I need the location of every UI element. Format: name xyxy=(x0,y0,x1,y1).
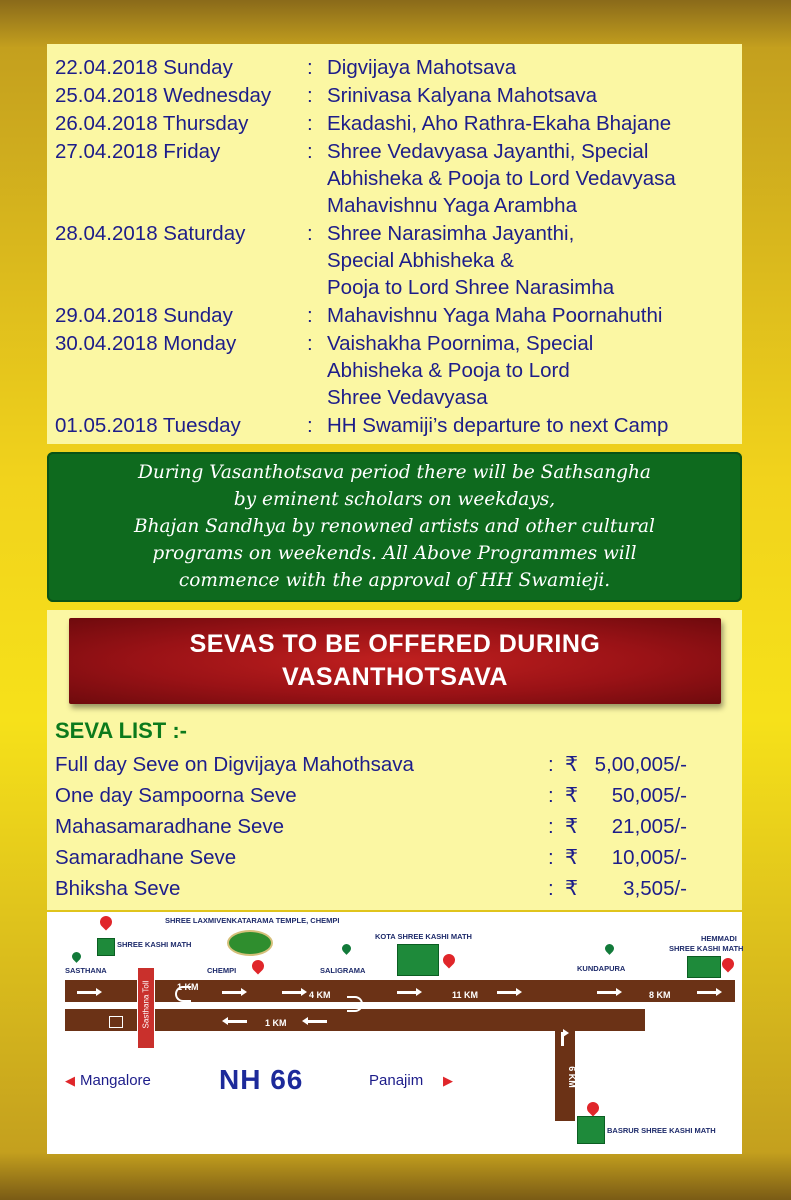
schedule-row xyxy=(55,330,734,411)
schedule-event-line: Srinivasa Kalyana Mahotsava xyxy=(327,84,598,107)
seva-separator: : xyxy=(548,784,554,807)
banner-title-line-2: VASANTHOTSAVA xyxy=(282,663,508,691)
schedule-event-line: Shree Vedavyasa Jayanthi, Special xyxy=(327,140,649,163)
kota-math-building-icon xyxy=(397,944,439,976)
distance-label: 8 KM xyxy=(649,990,671,1000)
schedule-date: 01.05.2018 Tuesday xyxy=(55,414,241,437)
schedule-event-line: Digvijaya Mahotsava xyxy=(327,56,517,79)
rupee-icon: ₹ xyxy=(565,753,579,776)
schedule-date: 28.04.2018 Saturday xyxy=(55,222,246,245)
kashi-math-label: SHREE KASHI MATH xyxy=(117,940,192,949)
schedule-event xyxy=(327,138,734,219)
distance-label: 4 KM xyxy=(309,990,331,1000)
schedule-separator: : xyxy=(307,56,313,79)
notice-box xyxy=(47,452,742,602)
schedule-separator: : xyxy=(307,332,313,355)
highway-label: NH 66 xyxy=(219,1064,304,1095)
schedule-date: 30.04.2018 Monday xyxy=(55,332,237,355)
kashi-math-building-icon xyxy=(97,938,115,956)
temple-icon xyxy=(227,930,273,956)
distance-label: 1 KM xyxy=(265,1018,287,1028)
notice-line: programs on weekends. All Above Programmes will xyxy=(152,543,637,564)
schedule-row xyxy=(55,412,734,439)
seva-row xyxy=(55,750,742,780)
arrow-left xyxy=(227,1020,247,1023)
seva-name: Full day Seve on Digvijaya Mahothsava xyxy=(55,753,414,776)
location-pin-icon xyxy=(70,950,83,963)
schedule-row xyxy=(55,82,734,109)
schedule-event xyxy=(327,54,734,81)
basrur-road xyxy=(555,1009,575,1121)
schedule-date: 29.04.2018 Sunday xyxy=(55,304,233,327)
schedule-row xyxy=(55,138,734,219)
arrow-right xyxy=(77,991,97,994)
route-map xyxy=(47,912,742,1154)
seva-amount: 3,505/- xyxy=(623,877,687,900)
notice-line: by eminent scholars on weekdays, xyxy=(233,489,556,510)
notice-line: Bhajan Sandhya by renowned artists and other cultural xyxy=(134,516,655,537)
schedule-separator: : xyxy=(307,414,313,437)
arrow-left xyxy=(307,1020,327,1023)
schedule-event xyxy=(327,330,734,411)
banner-title-line-1: SEVAS TO BE OFFERED DURING xyxy=(189,630,601,658)
schedule-separator: : xyxy=(307,112,313,135)
seva-row xyxy=(55,874,742,904)
arrow-right xyxy=(222,991,242,994)
schedule-event-line: Special Abhisheka & xyxy=(327,249,514,272)
seva-banner xyxy=(69,618,721,704)
schedule-event-line: HH Swamiji’s departure to next Camp xyxy=(327,414,669,437)
arrow-left-icon: ◀ xyxy=(65,1073,75,1088)
schedule-event xyxy=(327,302,734,329)
seva-amount: 50,005/- xyxy=(611,784,687,807)
seva-name: Samaradhane Seve xyxy=(55,846,237,869)
saligrama-label: SALIGRAMA xyxy=(320,966,366,975)
schedule-event-line: Shree Narasimha Jayanthi, xyxy=(327,222,575,245)
kota-label: KOTA SHREE KASHI MATH xyxy=(375,932,472,941)
schedule-separator: : xyxy=(307,140,313,163)
schedule-event-line: Ekadashi, Aho Rathra-Ekaha Bhajane xyxy=(327,112,672,135)
seva-separator: : xyxy=(548,753,554,776)
schedule-event-line: Pooja to Lord Shree Narasimha xyxy=(327,276,615,299)
basrur-math-building-icon xyxy=(577,1116,605,1144)
arrow-right-icon: ▶ xyxy=(443,1073,453,1088)
location-pin-icon xyxy=(585,1100,602,1117)
seva-separator: : xyxy=(548,877,554,900)
schedule-event xyxy=(327,220,734,301)
sasthana-label: SASTHANA xyxy=(65,966,107,975)
distance-label: 6 KM xyxy=(566,1066,577,1088)
seva-panel xyxy=(47,610,742,910)
location-pin-icon xyxy=(340,942,353,955)
seva-separator: : xyxy=(548,815,554,838)
toll-label: Sasthana Toll xyxy=(141,980,151,1029)
arrow-right xyxy=(282,991,302,994)
distance-label: 1 KM xyxy=(177,982,199,992)
rupee-icon: ₹ xyxy=(565,784,579,807)
hemmadi-kashi-math-label: SHREE KASHI MATH xyxy=(669,944,744,953)
notice-line: During Vasanthotsava period there will be Sathsangha xyxy=(138,462,651,483)
schedule-date: 27.04.2018 Friday xyxy=(55,140,221,163)
hemmadi-label: HEMMADI xyxy=(701,934,737,943)
schedule-event-line: Vaishakha Poornima, Special xyxy=(327,332,594,355)
distance-label: 11 KM xyxy=(452,990,479,1000)
arrow-right xyxy=(497,991,517,994)
schedule-panel xyxy=(47,44,742,444)
schedule-event xyxy=(327,110,734,137)
hemmadi-math-building-icon xyxy=(687,956,721,978)
u-turn-icon xyxy=(347,996,363,1012)
schedule-event-line: Mahavishnu Yaga Maha Poornahuthi xyxy=(327,304,663,327)
schedule-row xyxy=(55,110,734,137)
temple-label: SHREE LAXMIVENKATARAMA TEMPLE, CHEMPI xyxy=(165,916,340,925)
schedule-separator: : xyxy=(307,84,313,107)
kundapura-label: KUNDAPURA xyxy=(577,964,626,973)
seva-name: One day Sampoorna Seve xyxy=(55,784,297,807)
schedule-date: 26.04.2018 Thursday xyxy=(55,112,249,135)
schedule-event xyxy=(327,82,734,109)
location-pin-icon xyxy=(720,956,737,973)
schedule-event-line: Mahavishnu Yaga Arambha xyxy=(327,194,577,217)
arrow-right xyxy=(397,991,417,994)
schedule-separator: : xyxy=(307,222,313,245)
seva-name: Bhiksha Seve xyxy=(55,877,181,900)
schedule-row xyxy=(55,220,734,301)
seva-amount: 21,005/- xyxy=(611,815,687,838)
mangalore-label: Mangalore xyxy=(80,1072,151,1089)
rupee-icon: ₹ xyxy=(565,815,579,838)
notice-line: commence with the approval of HH Swamieji. xyxy=(178,570,611,591)
schedule-event xyxy=(327,412,734,439)
location-pin-icon xyxy=(441,952,458,969)
basrur-label: BASRUR SHREE KASHI MATH xyxy=(607,1126,716,1135)
seva-name: Mahasamaradhane Seve xyxy=(55,815,285,838)
schedule-row xyxy=(55,54,734,81)
arrow-right xyxy=(697,991,717,994)
seva-separator: : xyxy=(548,846,554,869)
panajim-label: Panajim xyxy=(369,1072,424,1089)
seva-amount: 10,005/- xyxy=(611,846,687,869)
toll-booth xyxy=(137,967,155,1049)
location-pin-icon xyxy=(98,914,115,931)
chempi-label: CHEMPI xyxy=(207,966,237,975)
seva-row xyxy=(55,781,742,811)
schedule-event-line: Shree Vedavyasa xyxy=(327,386,488,409)
seva-row xyxy=(55,843,742,873)
rupee-icon: ₹ xyxy=(565,877,579,900)
arrow-down xyxy=(561,1032,564,1046)
schedule-separator: : xyxy=(307,304,313,327)
schedule-date: 25.04.2018 Wednesday xyxy=(55,84,272,107)
schedule-date: 22.04.2018 Sunday xyxy=(55,56,233,79)
schedule-event-line: Abhisheka & Pooja to Lord xyxy=(327,359,570,382)
schedule-row xyxy=(55,302,734,329)
arrow-right xyxy=(597,991,617,994)
location-pin-icon xyxy=(603,942,616,955)
rupee-icon: ₹ xyxy=(565,846,579,869)
seva-row xyxy=(55,812,742,842)
toll-gate-icon xyxy=(109,1016,123,1028)
seva-amount: 5,00,005/- xyxy=(594,753,687,776)
seva-list-title: SEVA LIST :- xyxy=(55,718,187,743)
location-pin-icon xyxy=(250,958,267,975)
schedule-event-line: Abhisheka & Pooja to Lord Vedavyasa xyxy=(327,167,676,190)
